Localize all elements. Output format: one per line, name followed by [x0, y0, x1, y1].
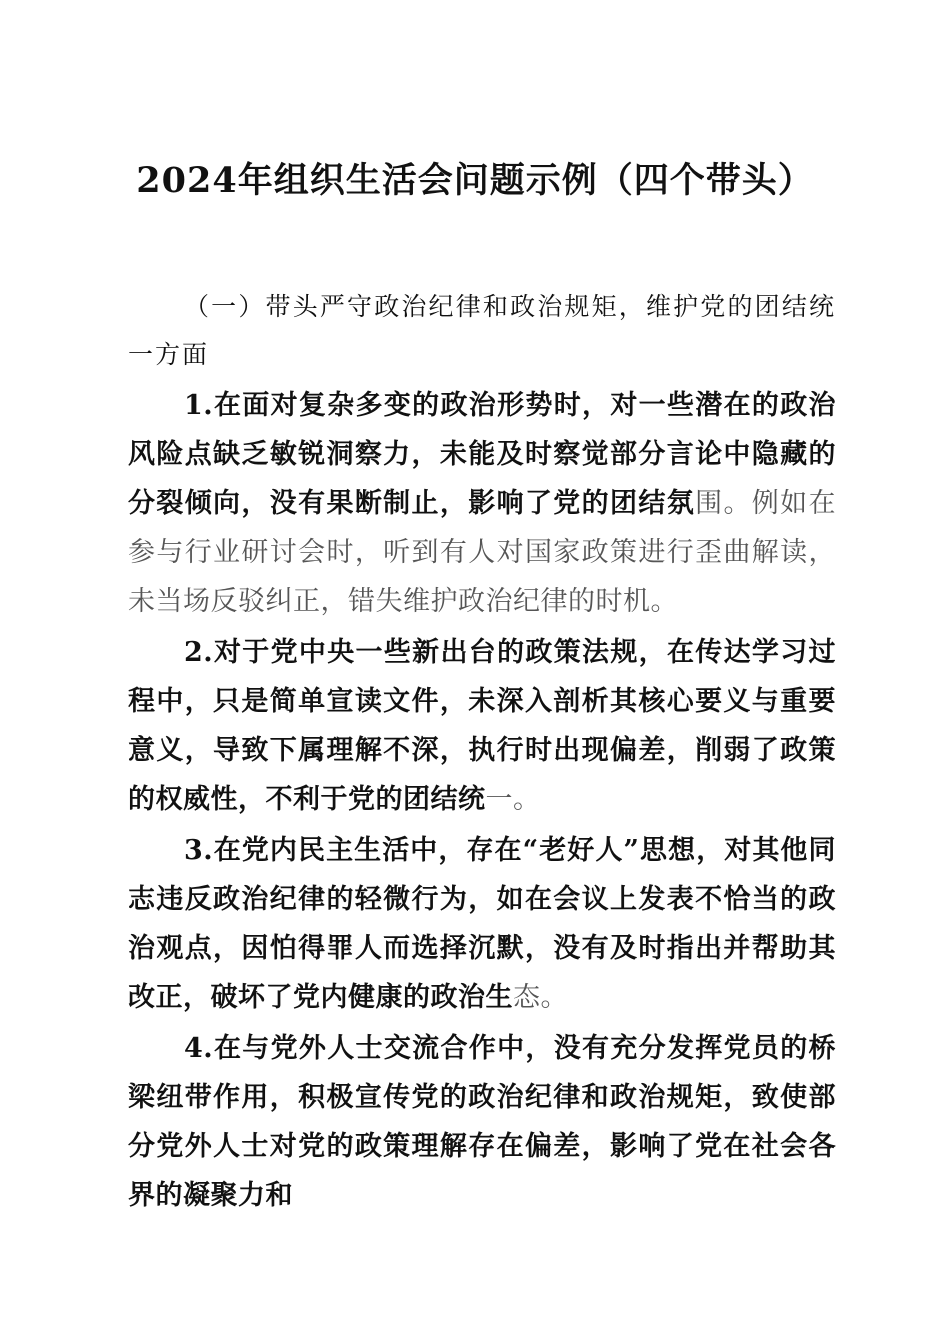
item-1-text: 围。例如在参与行业研讨会时，听到有人对国家政策进行歪曲解读，未当场反驳纠正，错失维护政治纪律的时机。	[128, 488, 837, 617]
section-heading: （一）带头严守政治纪律和政治规矩，维护党的团结统一方面	[128, 292, 836, 369]
document-body	[128, 283, 836, 1220]
item-3-text: 态。	[513, 982, 568, 1013]
document-title: 2024年组织生活会问题示例（四个带头）	[136, 160, 814, 201]
item-2-text: 一。	[485, 784, 541, 815]
list-item	[128, 1024, 836, 1220]
list-item	[128, 381, 836, 626]
item-2-emphasis: 2.对于党中央一些新出台的政策法规，在传达学习过程中，只是简单宣读文件，未深入剖析其核心要义与重要意义，导致下属理解不深，执行时出现偏差，削弱了政策的权威性，不利于党的团结统	[128, 637, 836, 815]
item-3-emphasis: 3.在党内民主生活中，存在“老好人”思想，对其他同志违反政治纪律的轻微行为，如在会议上发表不恰当的政治观点，因怕得罪人而选择沉默，没有及时指出并帮助其改正，破坏了党内健康的政治生	[128, 835, 836, 1013]
list-item	[128, 826, 836, 1022]
item-4-emphasis: 4.在与党外人士交流合作中，没有充分发挥党员的桥梁纽带作用，积极宣传党的政治纪律和政治规矩，致使部分党外人士对党的政策理解存在偏差，影响了党在社会各界的凝聚力和	[128, 1033, 836, 1211]
list-item	[128, 628, 836, 824]
item-1-emphasis: 1.在面对复杂多变的政治形势时，对一些潜在的政治风险点缺乏敏锐洞察力，未能及时察觉部分言论中隐藏的分裂倾向，没有果断制止，影响了党的团结氛	[128, 390, 836, 519]
